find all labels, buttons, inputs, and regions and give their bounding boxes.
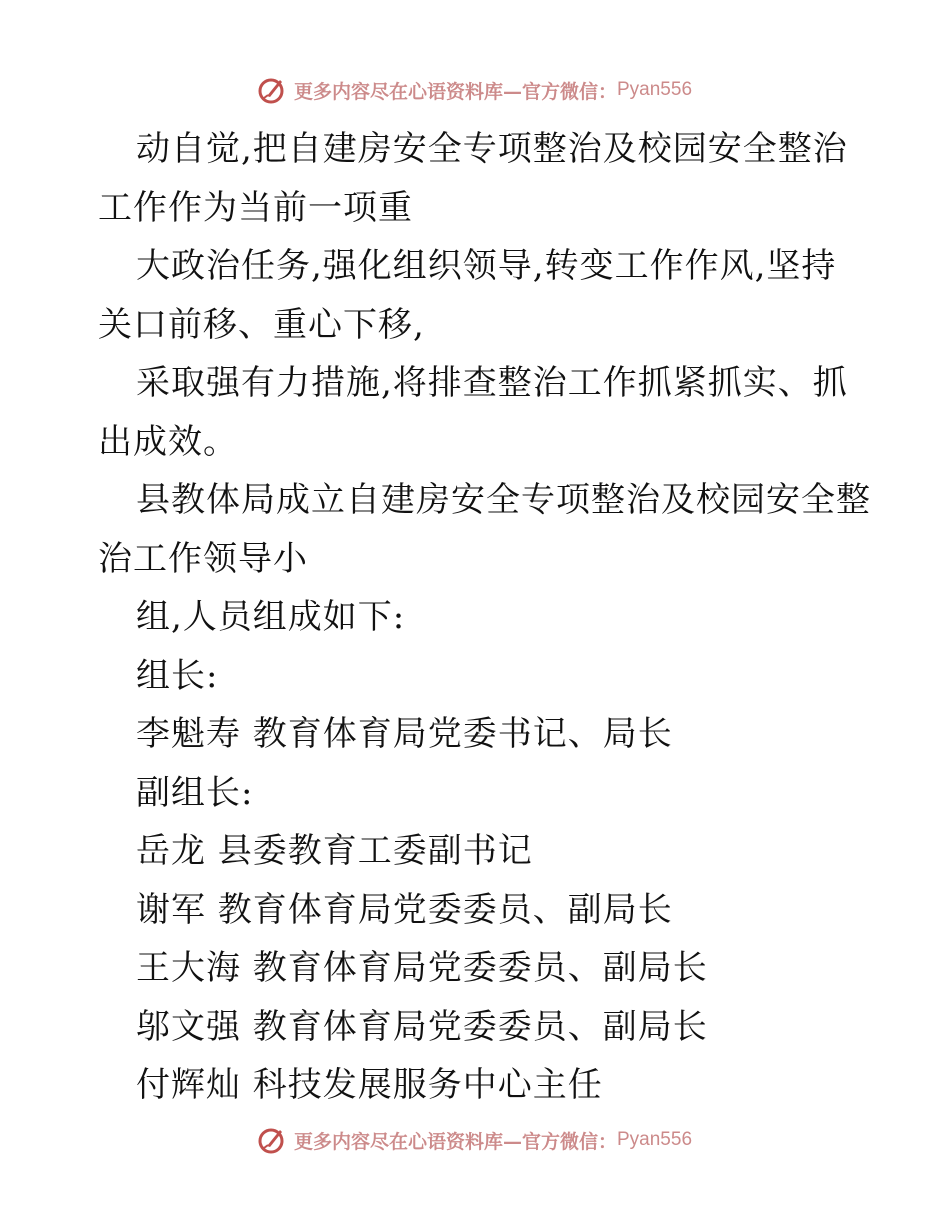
watermark-wechat-id: Pyan556 <box>617 1129 693 1150</box>
section-label-deputy-leader: 副组长: <box>136 772 254 813</box>
text-line: 工作作为当前一项重 <box>98 187 413 228</box>
member-line: 岳龙 县委教育工委副书记 <box>136 831 533 871</box>
text-line: 采取强有力措施,将排查整治工作抓紧抓实、抓 <box>136 363 848 403</box>
text-line: 关口前移、重心下移, <box>98 304 425 345</box>
text-line: 治工作领导小 <box>98 538 308 579</box>
member-line: 李魁寿 教育体育局党委书记、局长 <box>136 714 673 754</box>
member-line: 邬文强 教育体育局党委委员、副局长 <box>136 1006 708 1047</box>
watermark-text: 更多内容尽在心语资料库—官方微信： <box>293 1130 617 1153</box>
text-line: 县教体局成立自建房安全专项整治及校园安全整 <box>136 480 871 520</box>
quill-logo-icon <box>258 1126 286 1154</box>
document-body <box>98 120 871 1115</box>
member-line: 谢军 教育体育局党委委员、副局长 <box>136 889 673 930</box>
section-label-leader: 组长: <box>136 655 219 696</box>
footer-watermark <box>0 1120 950 1160</box>
header-watermark <box>0 70 950 110</box>
watermark-wechat-id: Pyan556 <box>617 79 693 100</box>
text-line: 动自觉,把自建房安全专项整治及校园安全整治 <box>136 129 848 169</box>
watermark-text: 更多内容尽在心语资料库—官方微信： <box>293 80 617 103</box>
quill-logo-icon <box>258 76 286 104</box>
member-line: 王大海 教育体育局党委委员、副局长 <box>136 948 708 988</box>
member-line: 付辉灿 科技发展服务中心主任 <box>136 1065 603 1105</box>
text-line: 大政治任务,强化组织领导,转变工作作风,坚持 <box>136 246 837 286</box>
text-line: 出成效。 <box>98 421 238 462</box>
text-line: 组,人员组成如下: <box>136 597 406 637</box>
